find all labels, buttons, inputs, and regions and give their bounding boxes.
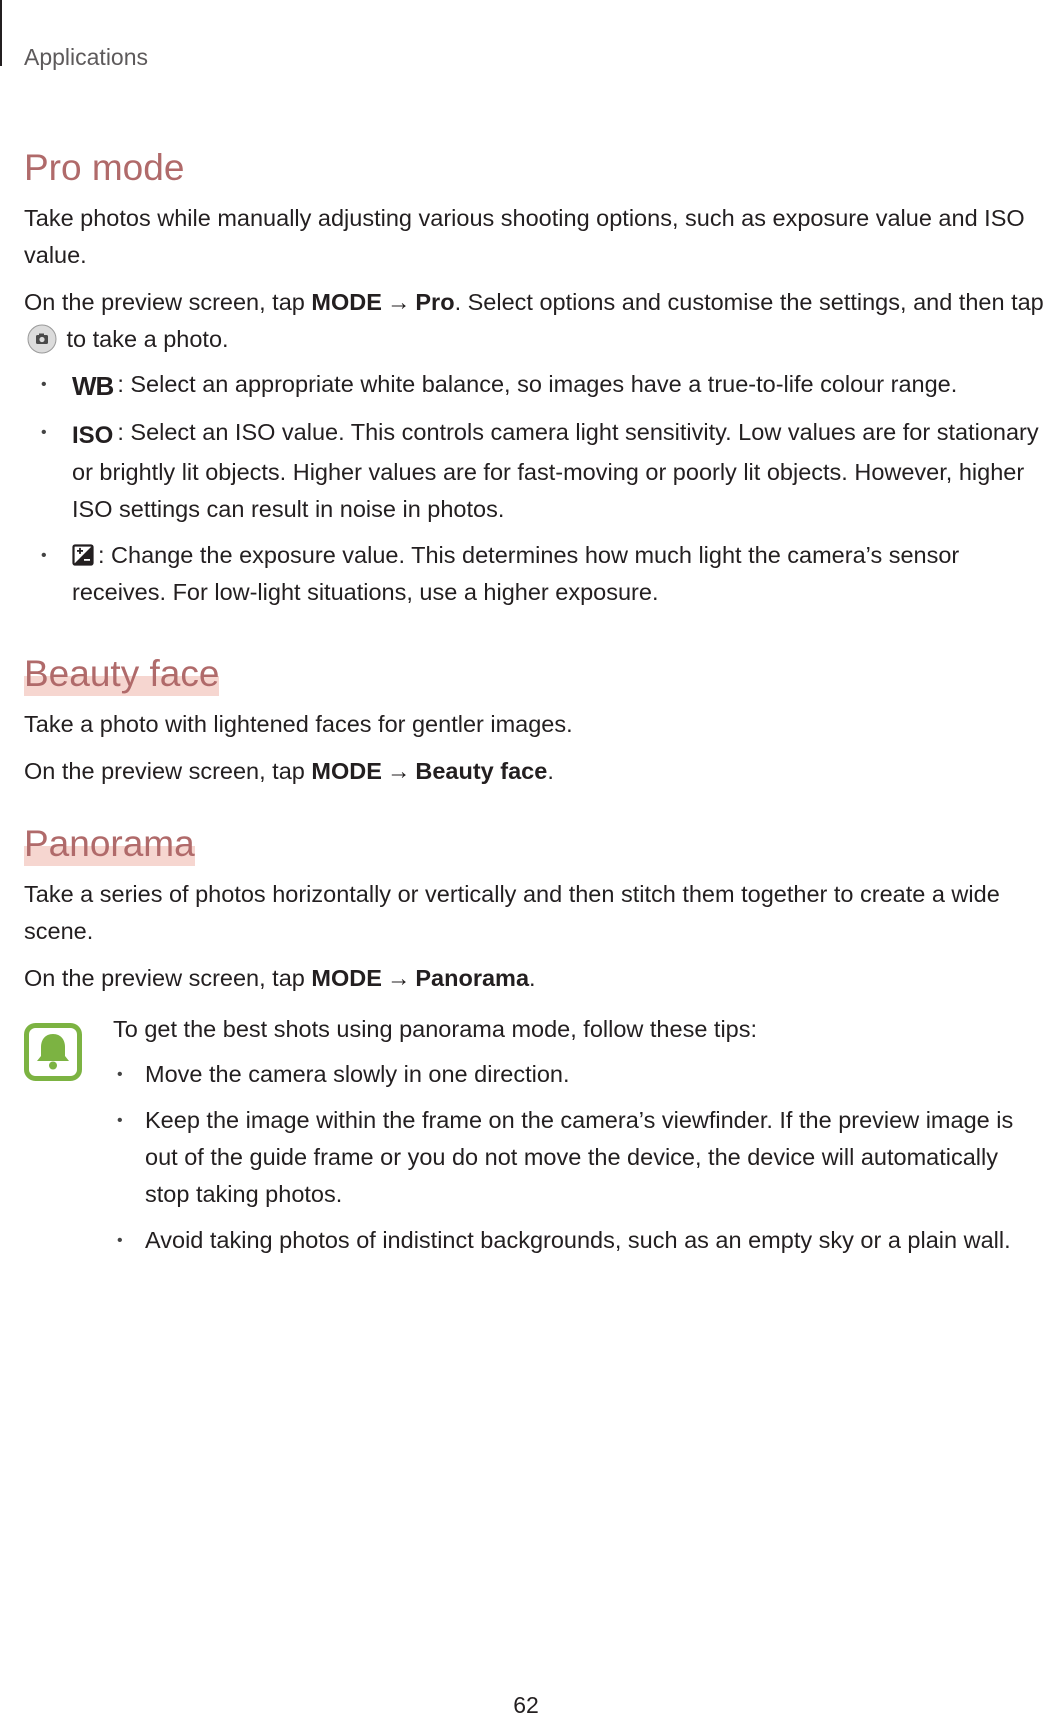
- panorama-intro: Take a series of photos horizontally or vertically and then stitch them together to create a wide scene.: [24, 881, 1000, 944]
- list-item: • ISO : Select an ISO value. This controls camera light sensitivity. Low values are for stationary or brightly lit objects. Higher values are for fast-moving or poorly lit objects. However, higher ISO settings can result in noise in photos.: [24, 414, 1044, 528]
- page-number: 62: [513, 1692, 539, 1718]
- bullet-dot: •: [41, 547, 47, 564]
- section-label: Applications: [24, 44, 149, 70]
- page-content: [24, 146, 1044, 1268]
- pro-mode-options-list: [24, 366, 1044, 611]
- list-item: • WB : Select an appropriate white balance, so images have a true-to-life colour range.: [24, 366, 1044, 405]
- panorama-tips-note: [24, 1011, 1044, 1259]
- list-item: • Keep the image within the frame on the camera’s viewfinder. If the preview image is out of the guide frame or you do not move the device, the device will automatically stop taking photos.: [113, 1102, 1044, 1213]
- panorama-heading: Panorama: [24, 823, 195, 864]
- bullet-dot: •: [41, 424, 47, 441]
- exposure-icon: [72, 544, 94, 566]
- white-balance-icon: WB: [72, 371, 114, 401]
- bullet-dot: •: [41, 376, 47, 393]
- bell-icon: [24, 1023, 82, 1081]
- bullet-dot: •: [117, 1232, 123, 1249]
- beauty-face-heading: Beauty face: [24, 653, 220, 694]
- panorama-instructions: On the preview screen, tap MODE → Panorama.: [24, 965, 536, 991]
- bullet-dot: •: [117, 1112, 123, 1129]
- beauty-face-intro: Take a photo with lightened faces for gentler images.: [24, 711, 573, 737]
- pro-mode-intro: Take photos while manually adjusting various shooting options, such as exposure value and ISO value.: [24, 205, 1025, 268]
- page-edge-bar: [0, 0, 2, 66]
- pro-mode-instructions: On the preview screen, tap MODE → Pro. Select options and customise the settings, and then tap to take a photo.: [24, 289, 1044, 352]
- iso-icon: ISO: [72, 422, 114, 449]
- list-item: • Move the camera slowly in one direction.: [113, 1056, 1044, 1093]
- beauty-face-instructions: On the preview screen, tap MODE → Beauty face.: [24, 758, 554, 784]
- camera-shutter-icon: [27, 324, 57, 354]
- pro-mode-heading: Pro mode: [24, 147, 185, 188]
- tips-lead: To get the best shots using panorama mode, follow these tips:: [113, 1016, 758, 1042]
- bullet-dot: •: [117, 1066, 123, 1083]
- tips-list: [113, 1056, 1044, 1259]
- list-item: • Avoid taking photos of indistinct backgrounds, such as an empty sky or a plain wall.: [113, 1222, 1044, 1259]
- list-item: • : Change the exposure value. This determines how much light the camera’s sensor receives. For low-light situations, use a higher exposure.: [24, 537, 1044, 611]
